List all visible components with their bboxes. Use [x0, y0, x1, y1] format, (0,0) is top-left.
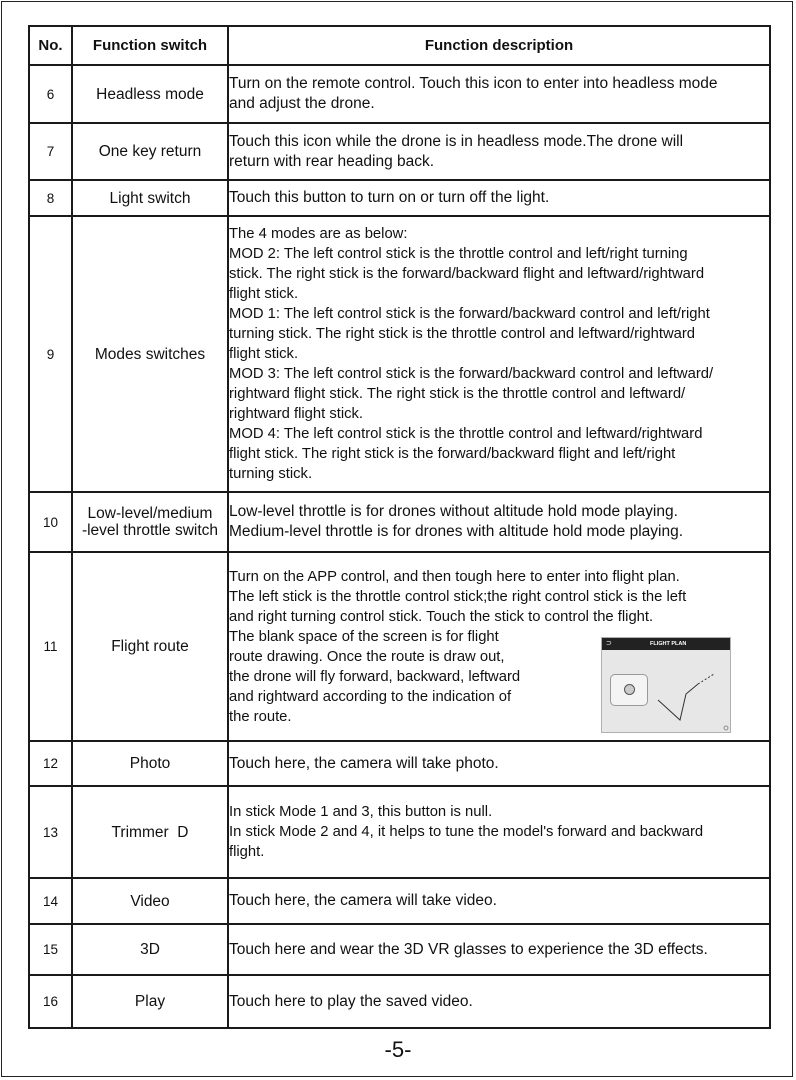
- description-line: return with rear heading back.: [229, 152, 435, 170]
- function-name: Modes switches: [72, 216, 228, 492]
- function-description: [228, 924, 770, 975]
- row-number: 12: [29, 741, 72, 786]
- description-line: In stick Mode 1 and 3, this button is null.: [229, 804, 493, 820]
- table-header-row: [29, 26, 770, 65]
- function-name: Play: [72, 975, 228, 1028]
- function-name: Headless mode: [72, 65, 228, 123]
- description-line: Medium-level throttle is for drones with altitude hold mode playing.: [229, 523, 684, 540]
- description-line: MOD 2: The left control stick is the throttle control and left/right turning: [229, 246, 688, 262]
- description-line: rightward flight stick.: [229, 406, 364, 422]
- function-table: [28, 25, 771, 1029]
- table-row: [29, 924, 770, 975]
- description-line: Turn on the APP control, and then tough here to enter into flight plan.: [229, 568, 680, 585]
- description-line: Turn on the remote control. Touch this icon to enter into headless mode: [229, 75, 718, 92]
- table-row: [29, 878, 770, 924]
- table-row: [29, 65, 770, 123]
- description-line: Touch here to play the saved video.: [229, 992, 473, 1010]
- function-name: Video: [72, 878, 228, 924]
- description-line: Low-level throttle is for drones without altitude hold mode playing.: [229, 503, 678, 520]
- row-number: 13: [29, 786, 72, 878]
- function-description: [228, 975, 770, 1028]
- description-line: rightward flight stick. The right stick is the throttle control and leftward/: [229, 386, 686, 402]
- screenshot-title-bar: [602, 638, 730, 650]
- description-line: flight stick. The right stick is the forward/backward flight and left/right: [229, 446, 676, 462]
- row-number: 10: [29, 492, 72, 552]
- route-line-icon: [602, 650, 732, 734]
- description-line: flight.: [229, 844, 265, 860]
- description-line: turning stick. The right stick is the throttle control and leftward/rightward: [229, 326, 696, 342]
- table-row: [29, 180, 770, 216]
- function-description: [228, 552, 770, 741]
- description-line: Touch here, the camera will take video.: [229, 892, 497, 909]
- row-number: 15: [29, 924, 72, 975]
- function-name: 3D: [72, 924, 228, 975]
- table-row: [29, 123, 770, 180]
- row-number: 11: [29, 552, 72, 741]
- description-line: In stick Mode 2 and 4, it helps to tune the model's forward and backward: [229, 824, 704, 840]
- description-line: Touch here and wear the 3D VR glasses to experience the 3D effects.: [229, 940, 708, 958]
- function-description: [228, 786, 770, 878]
- table-row: [29, 741, 770, 786]
- function-description: [228, 878, 770, 924]
- function-name: Trimmer D: [72, 786, 228, 878]
- description-line: The blank space of the screen is for flight: [229, 628, 499, 645]
- description-line: Touch this button to turn on or turn off the light.: [229, 189, 550, 206]
- function-name: One key return: [72, 123, 228, 180]
- flight-route-content: [229, 567, 769, 727]
- function-name: Flight route: [72, 552, 228, 741]
- flight-route-side-text: [229, 627, 559, 727]
- description-line: turning stick.: [229, 466, 313, 482]
- table-row: [29, 975, 770, 1028]
- description-line: MOD 1: The left control stick is the forward/backward control and left/right: [229, 306, 710, 322]
- description-line: Touch this icon while the drone is in headless mode.The drone will: [229, 132, 684, 150]
- function-name-line: -level throttle switch: [81, 522, 219, 539]
- header-function-description: Function description: [228, 26, 770, 65]
- header-function-switch: Function switch: [72, 26, 228, 65]
- function-description: [228, 65, 770, 123]
- table-row: [29, 552, 770, 741]
- function-description: [228, 741, 770, 786]
- page-number: -5-: [384, 1037, 412, 1062]
- table-row: [29, 216, 770, 492]
- description-line: and right turning control stick. Touch the stick to control the flight.: [229, 608, 654, 625]
- function-description: [228, 180, 770, 216]
- function-description: [228, 123, 770, 180]
- header-no: No.: [29, 26, 72, 65]
- table-row: [29, 492, 770, 552]
- description-line: and rightward according to the indication of: [229, 688, 512, 705]
- row-number: 8: [29, 180, 72, 216]
- row-number: 6: [29, 65, 72, 123]
- row-number: 14: [29, 878, 72, 924]
- description-line: The 4 modes are as below:: [229, 226, 408, 242]
- flight-plan-screenshot: [601, 637, 731, 733]
- function-name: Photo: [72, 741, 228, 786]
- description-line: The left stick is the throttle control stick;the right control stick is the left: [229, 588, 687, 605]
- function-name: [72, 492, 228, 552]
- function-name-line: Low-level/medium: [87, 505, 213, 522]
- description-line: the drone will fly forward, backward, leftward: [229, 668, 521, 685]
- function-description: [228, 216, 770, 492]
- function-description: [228, 492, 770, 552]
- row-number: 9: [29, 216, 72, 492]
- description-line: the route.: [229, 708, 292, 725]
- description-line: route drawing. Once the route is draw out,: [229, 648, 505, 665]
- table-row: [29, 786, 770, 878]
- description-line: and adjust the drone.: [229, 95, 375, 112]
- screenshot-title: FLIGHT PLAN: [650, 640, 687, 647]
- description-line: stick. The right stick is the forward/backward flight and leftward/rightward: [229, 266, 705, 282]
- description-line: MOD 4: The left control stick is the throttle control and leftward/rightward: [229, 426, 703, 442]
- description-line: flight stick.: [229, 346, 299, 362]
- row-number: 7: [29, 123, 72, 180]
- description-line: flight stick.: [229, 286, 299, 302]
- description-line: MOD 3: The left control stick is the forward/backward control and leftward/: [229, 366, 714, 382]
- back-arrow-icon: ⊃: [606, 639, 612, 647]
- row-number: 16: [29, 975, 72, 1028]
- description-line: Touch here, the camera will take photo.: [229, 754, 499, 772]
- function-name: Light switch: [72, 180, 228, 216]
